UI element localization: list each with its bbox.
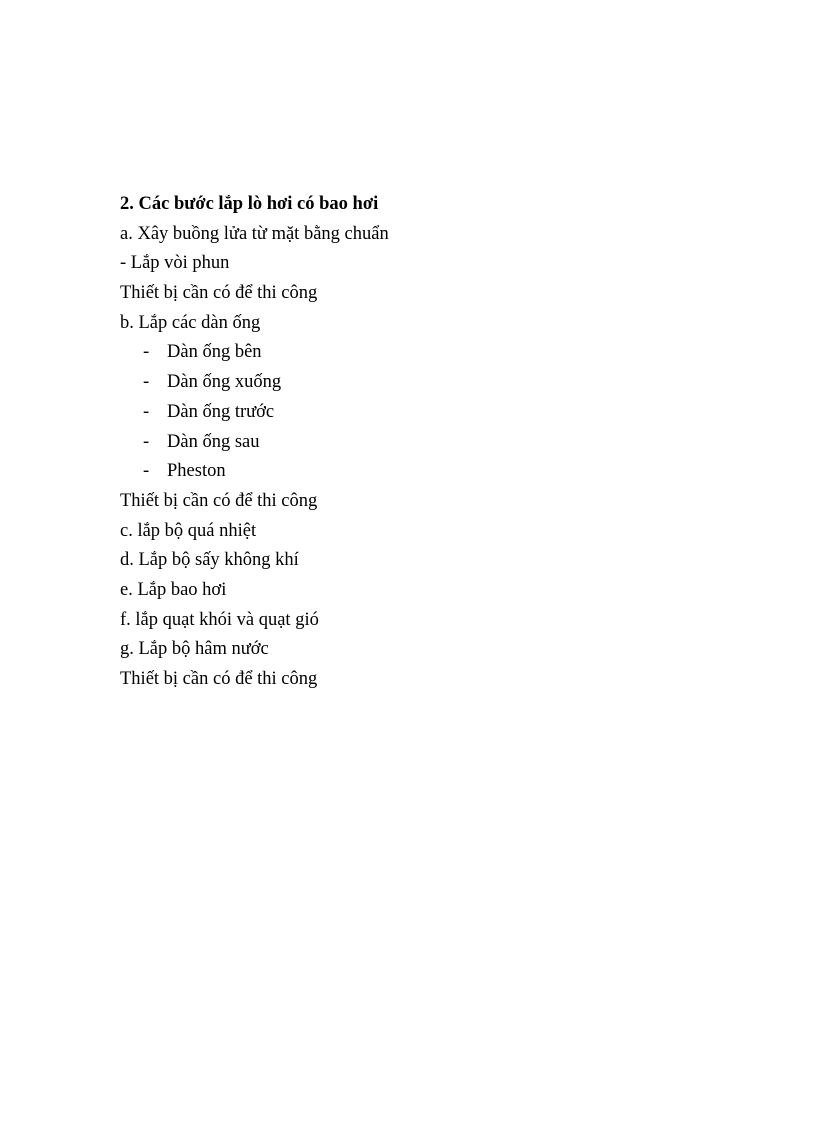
list-item: [120, 457, 720, 487]
section-heading: 2. Các bước lắp lò hơi có bao hơi: [120, 194, 379, 214]
step-f-line: f. lắp quạt khói và quạt gió: [120, 609, 319, 630]
step-c-line: c. lắp bộ quá nhiệt: [120, 520, 257, 541]
list-item: [120, 428, 720, 458]
equipment-line-2: Thiết bị cần có để thi công: [120, 490, 318, 511]
list-item: [120, 338, 720, 368]
list-item-text: Dàn ống xuống: [167, 372, 282, 393]
list-bullet: -: [143, 431, 150, 452]
list-item-text: Dàn ống bên: [167, 342, 262, 363]
list-bullet: -: [143, 342, 150, 363]
step-a-line: a. Xây buồng lửa từ mặt bằng chuẩn: [120, 223, 389, 244]
equipment-line-1: Thiết bị cần có để thi công: [120, 283, 318, 304]
list-bullet: -: [143, 461, 150, 482]
list-bullet: -: [143, 372, 150, 393]
step-d-line: d. Lắp bộ sấy không khí: [120, 550, 299, 571]
list-item: [120, 398, 720, 428]
list-item: [120, 368, 720, 398]
list-item-text: Dàn ống trước: [167, 401, 275, 422]
list-item-text: Pheston: [167, 461, 226, 482]
list-item-text: Dàn ống sau: [167, 431, 260, 452]
list-bullet: -: [143, 401, 150, 422]
step-e-line: e. Lắp bao hơi: [120, 579, 227, 600]
step-b-line: b. Lắp các dàn ống: [120, 312, 261, 333]
document-body: [120, 190, 720, 695]
equipment-line-3: Thiết bị cần có để thi công: [120, 669, 318, 689]
tube-bank-list: [120, 338, 720, 486]
step-g-line: g. Lắp bộ hâm nước: [120, 639, 269, 660]
nozzle-line: - Lắp vòi phun: [120, 253, 230, 274]
